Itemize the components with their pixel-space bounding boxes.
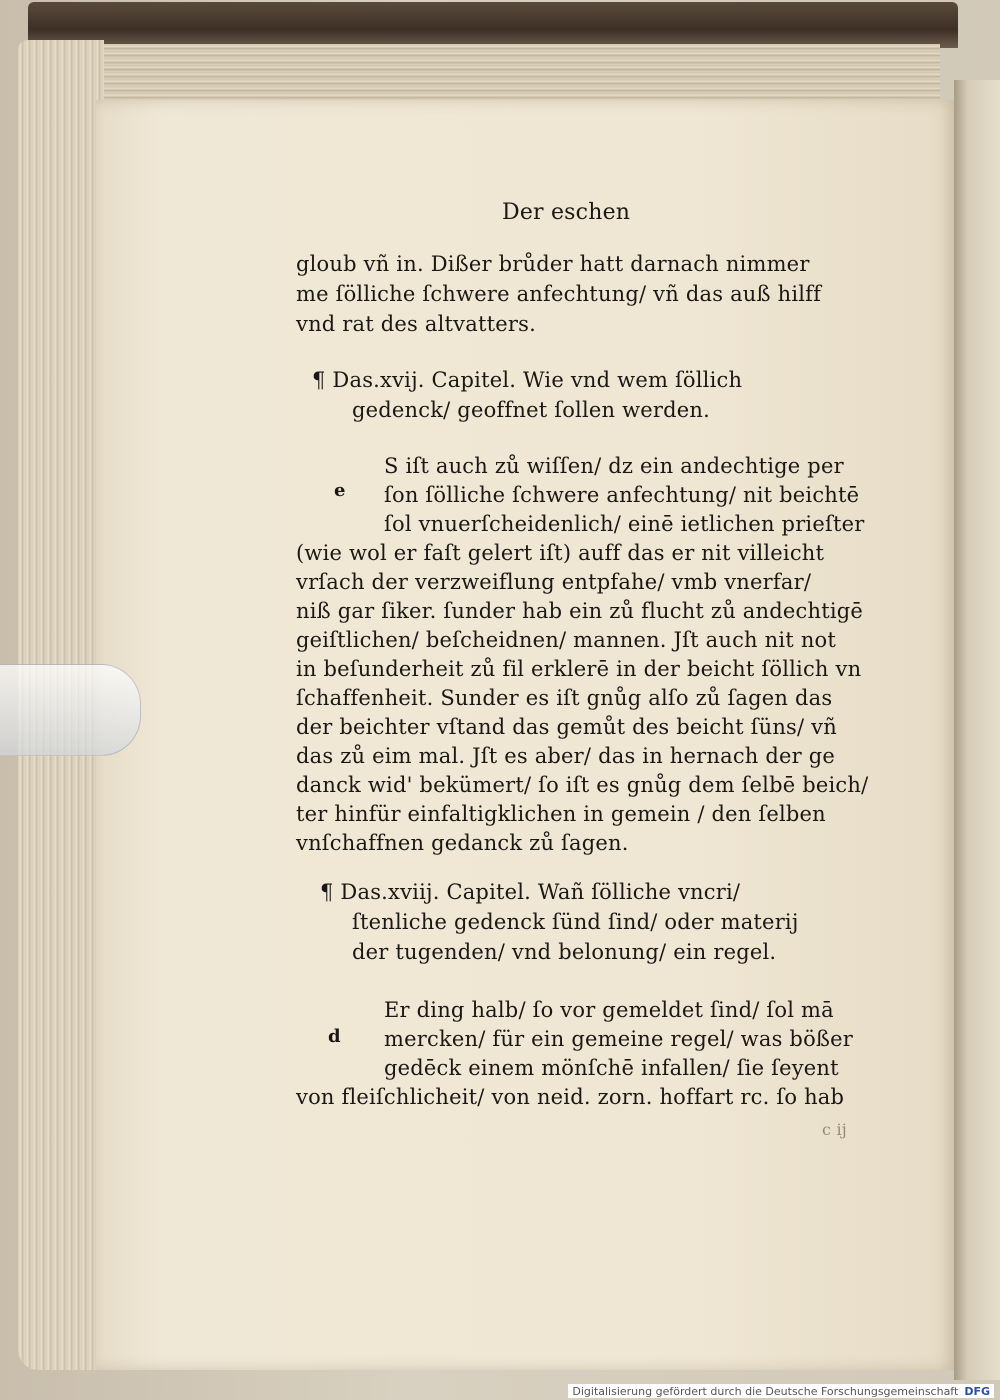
text-line: gloub vñ in. Dißer brůder hatt darnach nimmer	[296, 252, 810, 276]
chapter-heading: gedenck/ geoffnet ſollen werden.	[352, 398, 711, 422]
chapter-heading: der tugenden/ vnd belonung/ ein regel.	[352, 940, 777, 964]
book-binding	[28, 2, 958, 48]
text-line: geiſtlichen/ beſcheidnen/ mannen. Jſt auch nit not	[296, 628, 837, 652]
text-line: vnſchaffnen gedanck zů ſagen.	[296, 831, 629, 855]
text-line: ſol vnuerſcheidenlich/ einē ietlichen prieſter	[384, 512, 865, 536]
text-line: (wie wol er faſt gelert iſt) auff das er nit villeicht	[296, 541, 825, 565]
guide-letter: e	[334, 480, 346, 501]
chapter-heading: ſtenliche gedenck ſünd ſind/ oder materij	[352, 910, 799, 934]
chapter-heading: ¶ Das.xvij. Capitel. Wie vnd wem ſöllich	[312, 368, 743, 392]
text-line: vnd rat des altvatters.	[296, 312, 536, 336]
text-line: von fleiſchlicheit/ von neid. zorn. hoffart rc. ſo hab	[296, 1085, 845, 1109]
text-line: ſon ſölliche ſchwere anfechtung/ nit beichtē	[384, 483, 860, 507]
text-line: S iſt auch zů wiſſen/ dz ein andechtige per	[384, 454, 844, 478]
dfg-logo: DFG	[964, 1384, 990, 1398]
signature-mark: c ij	[822, 1120, 847, 1139]
text-line: vrſach der verzweiflung entpfahe/ vmb vnerfar/	[296, 570, 812, 594]
guide-letter: d	[328, 1026, 341, 1047]
running-head: Der eschen	[502, 200, 631, 225]
facing-page	[954, 80, 1000, 1380]
text-line: danck wid' bekümert/ ſo iſt es gnůg dem ſelbē beich/	[296, 773, 869, 797]
text-line: mercken/ für ein gemeine regel/ was bößer	[384, 1027, 854, 1051]
text-line: ter hinfür einfaltigklichen in gemein / den ſelben	[296, 802, 826, 826]
footer-credit	[568, 1384, 994, 1398]
bookmark-tab	[0, 664, 141, 756]
text-line: in beſunderheit zů fil erklerē in der beicht ſöllich vn	[296, 657, 862, 681]
text-line: ſchaffenheit. Sunder es iſt gnůg alſo zů ſagen das	[296, 686, 833, 710]
text-line: der beichter vſtand das gemůt des beicht ſüns/ vñ	[296, 715, 837, 739]
text-line: Er ding halb/ ſo vor gemeldet ſind/ ſol mā	[384, 998, 834, 1022]
chapter-heading: ¶ Das.xviij. Capitel. Wañ ſölliche vncri/	[320, 880, 741, 904]
text-line: das zů eim mal. Jſt es aber/ das in hernach der ge	[296, 744, 836, 768]
page-edges-top	[40, 44, 940, 104]
text-line: me ſölliche ſchwere anfechtung/ vñ das auß hilff	[296, 282, 822, 306]
footer-credit-text: Digitalisierung gefördert durch die Deutsche Forschungsgemeinschaft	[572, 1384, 959, 1398]
text-line: gedēck einem mönſchē infallen/ ſie ſeyent	[384, 1056, 839, 1080]
text-line: niß gar ſiker. ſunder hab ein zů flucht zů andechtigē	[296, 599, 864, 623]
